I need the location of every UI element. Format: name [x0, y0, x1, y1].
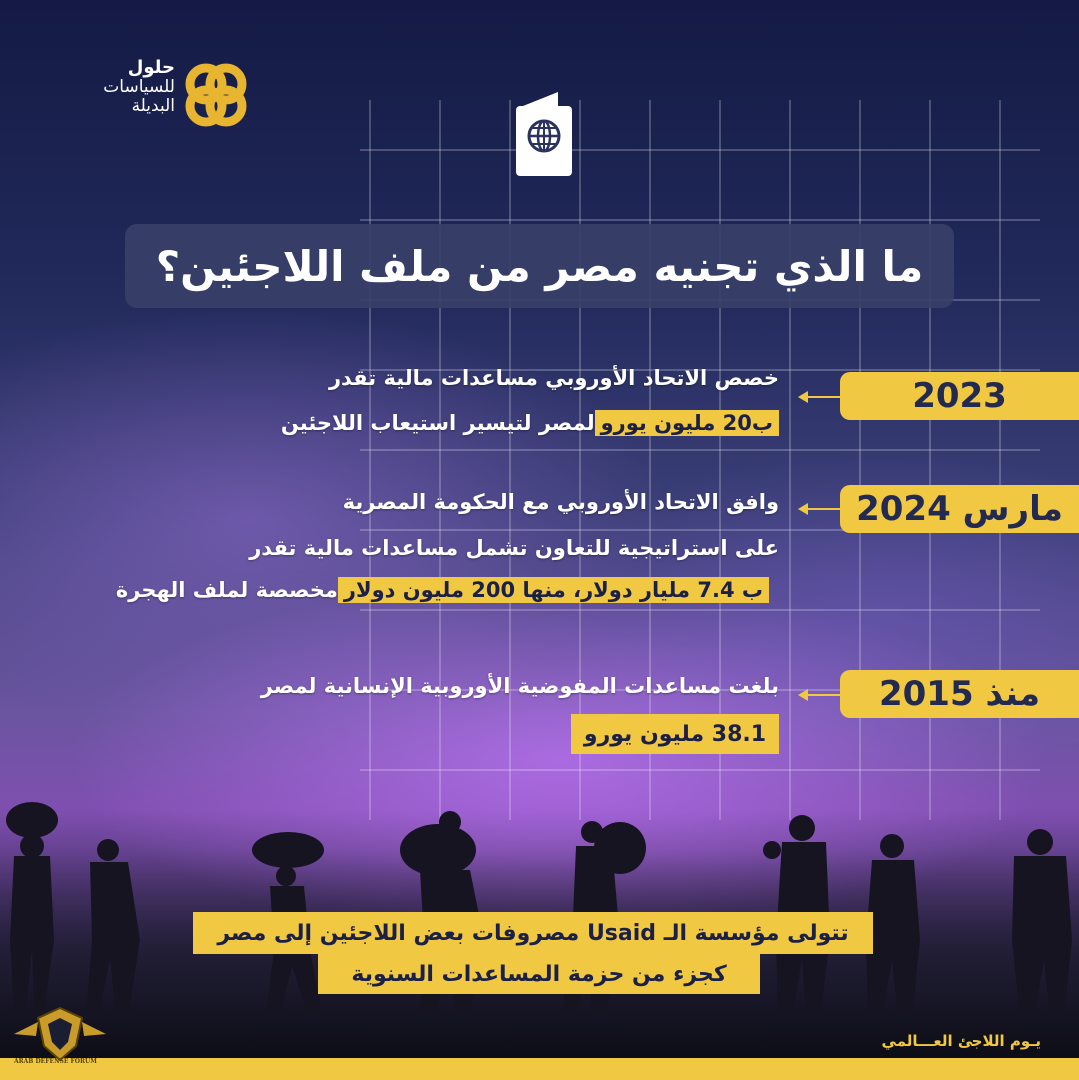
entry-2024-line-2: على استراتيجية للتعاون تشمل مساعدات مالية تقدر	[249, 536, 779, 560]
arrow-left-icon	[800, 694, 840, 696]
page-title: ما الذي تجنيه مصر من ملف اللاجئين؟	[125, 224, 954, 308]
usaid-callout-line-1: تتولى مؤسسة الـ Usaid مصروفات بعض اللاجئين إلى مصر	[193, 912, 873, 954]
logo-line-2: للسياسات	[103, 77, 175, 98]
passport-icon	[512, 88, 576, 180]
bottom-accent-bar	[0, 1058, 1079, 1080]
logo-line-1: حلول	[127, 57, 175, 78]
entry-2023-line-2-rest: لمصر لتيسير استيعاب اللاجئين	[280, 411, 595, 435]
arrow-left-icon	[800, 508, 840, 510]
entry-2015-highlight: 38.1 مليون يورو	[571, 714, 779, 754]
brand-logo-icon	[176, 56, 256, 136]
year-tag-since-2015: منذ 2015	[840, 670, 1079, 718]
entry-2024-line-3	[116, 578, 769, 602]
brand-logo-text	[103, 58, 175, 116]
logo-line-3: البديلة	[131, 96, 175, 117]
entry-2024-highlight: ب 7.4 مليار دولار، منها 200 مليون دولار	[338, 577, 769, 603]
entry-2015-line-1: بلغت مساعدات المفوضية الأوروبية الإنسانية لمصر	[260, 674, 779, 698]
world-refugee-day-label: يـوم اللاجئ العـــالمي	[881, 1032, 1041, 1050]
year-tag-2023: 2023	[840, 372, 1079, 420]
entry-2023-highlight: ب20 مليون يورو	[595, 410, 779, 436]
entry-2023-line-2	[281, 411, 779, 435]
year-tag-march-2024: مارس 2024	[840, 485, 1079, 533]
arrow-left-icon	[800, 396, 840, 398]
entry-2023-line-1: خصص الاتحاد الأوروبي مساعدات مالية تقدر	[328, 366, 779, 390]
entry-2024-line-3-rest: مخصصة لملف الهجرة	[115, 578, 338, 602]
entry-2024-line-1: وافق الاتحاد الأوروبي مع الحكومة المصرية	[342, 490, 779, 514]
watermark-text: ARAB DEFENSE FORUM	[14, 1058, 97, 1065]
usaid-callout-line-2: كجزء من حزمة المساعدات السنوية	[318, 954, 760, 994]
